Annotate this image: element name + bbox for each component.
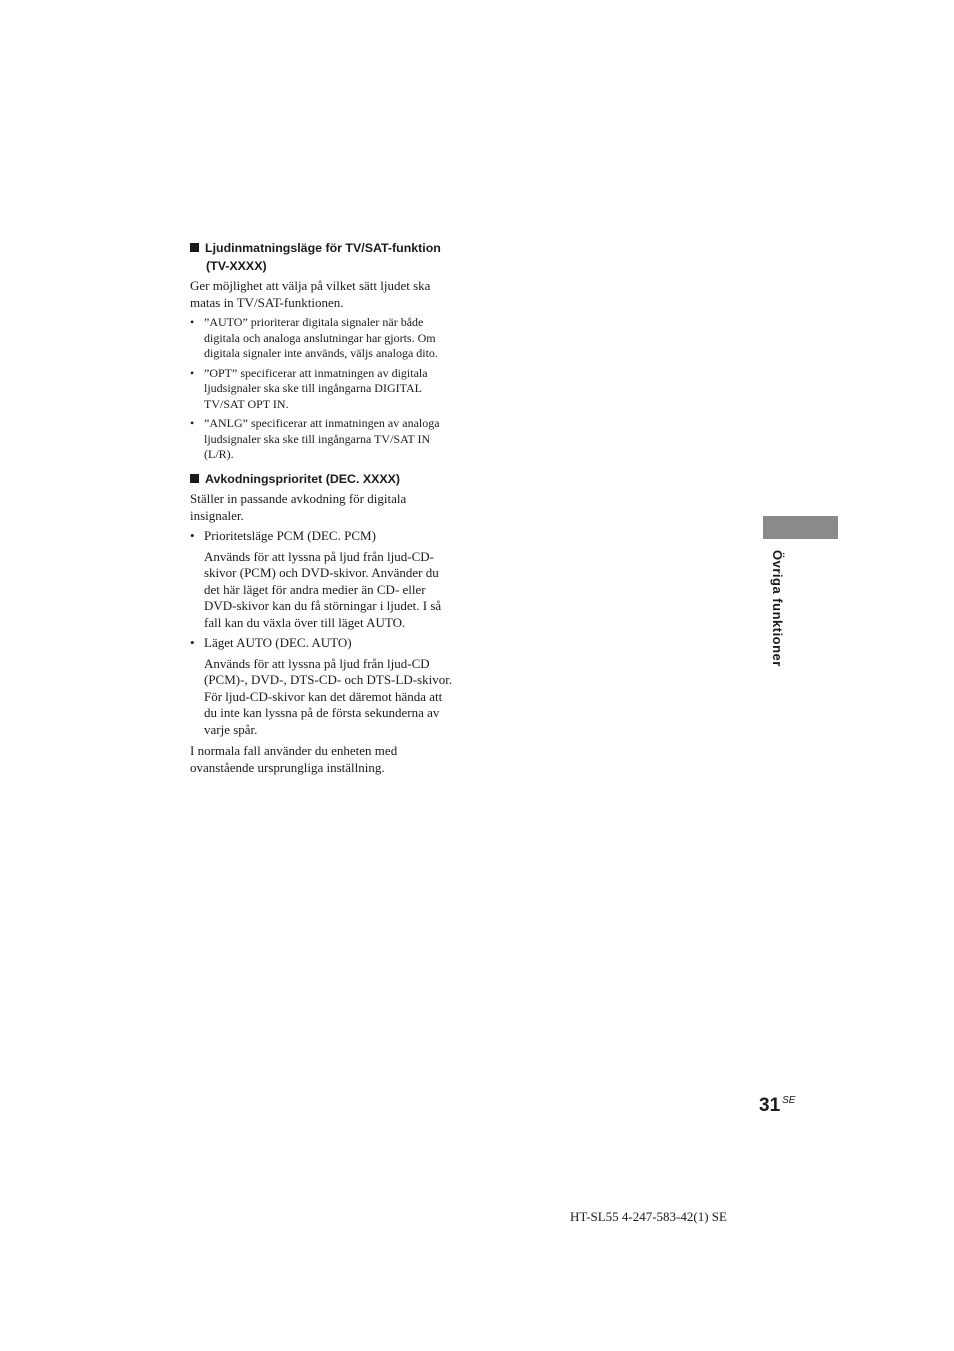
bullet-icon: • xyxy=(190,416,195,430)
bullet-icon: • xyxy=(190,635,195,650)
list-item-description: Används för att lyssna på ljud från ljud-CD-skivor (PCM) och DVD-skivor. Använder du det här läget för andra medier än CD- eller DVD-skivor kan du få störningar i ljudet. I så fall kan du växla över till läget AUTO. xyxy=(204,548,442,630)
section-intro: Ger möjlighet att välja på vilket sätt ljudet ska matas in TV/SAT-funktionen. xyxy=(190,278,431,310)
list-item: • ”AUTO” prioriterar digitala signaler när både digitala och analoga anslutningar har gjorts. Om digitala signaler inte används, väljs analoga dito. xyxy=(190,315,438,360)
content-column xyxy=(190,240,456,776)
bullet-icon: • xyxy=(190,365,195,380)
list-item: • Prioritetsläge PCM (DEC. PCM) xyxy=(190,528,376,543)
bullet-icon: • xyxy=(190,528,195,543)
list-item: • ”ANLG” specificerar att inmatningen av analoga ljudsignaler ska ske till ingångarna TV/SAT IN (L/R). xyxy=(190,416,440,461)
list-item-description: Används för att lyssna på ljud från ljud-CD (PCM)-, DVD-, DTS-CD- och DTS-LD-skivor. För ljud-CD-skivor kan det däremot hända att du inte kan lyssna på de första sekunderna av varje spår. xyxy=(204,655,453,737)
side-tab-label: Övriga funktioner xyxy=(770,550,785,667)
footer-code: HT-SL55 4-247-583-42(1) SE xyxy=(570,1209,727,1224)
square-bullet-icon xyxy=(190,243,199,252)
section-tab-marker xyxy=(763,516,838,539)
page-number: 31 $^{SE}$ xyxy=(759,1095,796,1116)
page-suffix: SE xyxy=(782,1095,796,1106)
section-heading-audio-input: Ljudinmatningsläge för TV/SAT-funktion (TV-XXXX) xyxy=(190,240,456,275)
section-heading-decoding: Avkodningsprioritet (DEC. XXXX) xyxy=(190,471,456,489)
list-item: • Läget AUTO (DEC. AUTO) xyxy=(190,635,352,650)
bullet-icon: • xyxy=(190,315,195,329)
closing-paragraph: I normala fall använder du enheten med ovanstående ursprungliga inställning. xyxy=(190,743,398,775)
square-bullet-icon xyxy=(190,474,199,483)
list-item: • ”OPT” specificerar att inmatningen av digitala ljudsignaler ska ske till ingångarna DIGITAL TV/SAT OPT IN. xyxy=(190,365,428,411)
section-intro: Ställer in passande avkodning för digitala insignaler. xyxy=(190,491,407,523)
